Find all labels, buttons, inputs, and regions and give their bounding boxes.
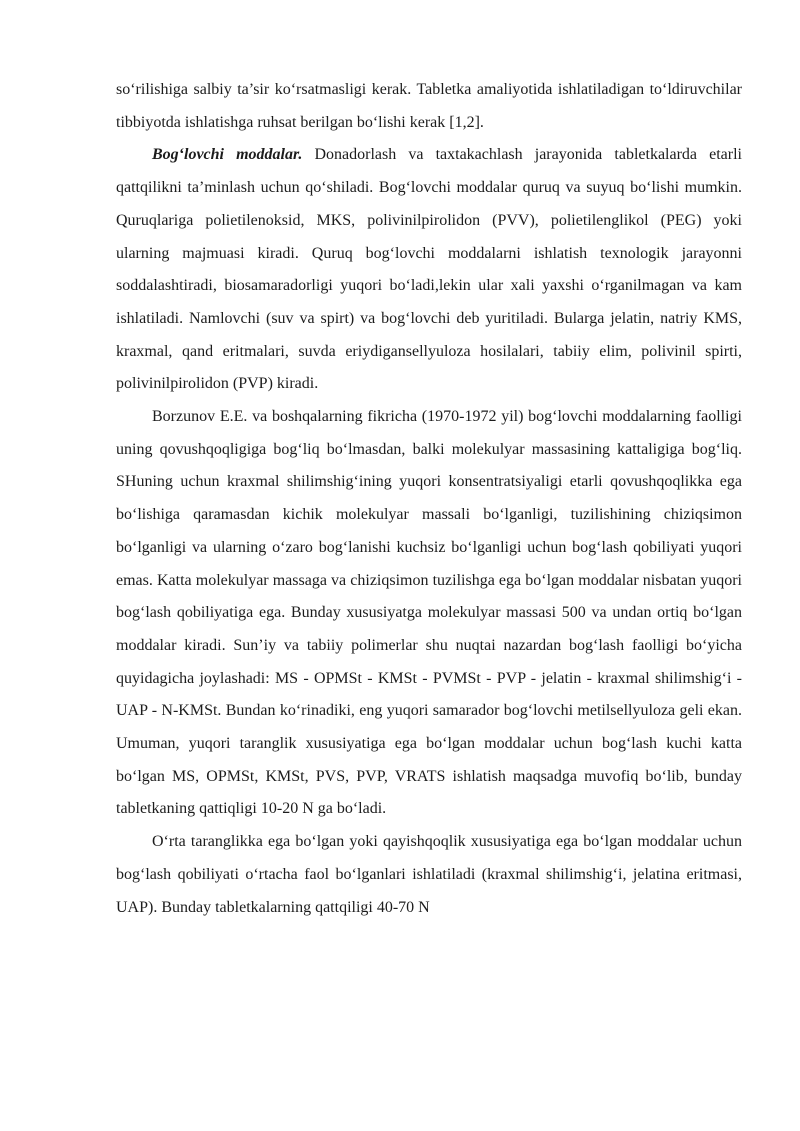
paragraph-borzunov	[116, 401, 742, 826]
paragraph-continuation	[116, 74, 742, 139]
paragraph-text: so‘rilishiga salbiy ta’sir ko‘rsatmasligi kerak. Tabletka amaliyotida ishlatiladigan to‘ldiruvchilar tibbiyotda ishlatishga ruhsat berilgan bo‘lishi kerak [1,2].	[116, 81, 742, 131]
paragraph-lead-heading: Bog‘lovchi moddalar.	[152, 146, 303, 164]
paragraph-text: O‘rta taranglikka ega bo‘lgan yoki qayishqoqlik xususiyatiga ega bo‘lgan moddalar uchun bog‘lash qobiliyati o‘rtacha faol bo‘lganlari ishlatiladi (kraxmal shilimshig‘i, jelatina eritmasi, UAP). Bunday tabletkalarning qattqiligi 40-70 N	[116, 833, 742, 916]
paragraph-text: Donadorlash va taxtakachlash jarayonida tabletkalarda etarli qattqilikni ta’minlash uchun qo‘shiladi. Bog‘lovchi moddalar quruq va suyuq bo‘lishi mumkin. Quruqlariga polietilenoksid, MKS, polivinilpirolidon (PVV), polietilenglikol (PEG) yoki ularning majmuasi kiradi. Quruq bog‘lovchi moddalarni ishlatish texnologik jarayonni soddalashtiradi, biosamaradorligi yuqori bo‘ladi,lekin ular xali yaxshi o‘rganilmagan va kam ishlatiladi. Namlovchi (suv va spirt) va bog‘lovchi deb yuritiladi. Bularga jelatin, natriy KMS, kraxmal, qand eritmalari, suvda eriydigansellyuloza hosilalari, tabiiy elim, polivinil spirti, polivinilpirolidon (PVP) kiradi.	[116, 146, 743, 393]
paragraph-binders	[116, 139, 742, 401]
paragraph-text: Borzunov E.E. va boshqalarning fikricha (1970-1972 yil) bog‘lovchi moddalarning faolligi uning qovushqoqligiga bog‘liq bo‘lmasdan, balki molekulyar massasining kattaligiga bog‘liq. SHuning uchun kraxmal shilimshig‘ining yuqori konsentratsiyaligi etarli qovushqoqlikka ega bo‘lishiga qaramasdan kichik molekulyar massali bo‘lganligi, tuzilishining chiziqsimon bo‘lganligi va ularning o‘zaro bog‘lanishi kuchsiz bo‘lganligi uchun bog‘lash qobiliyati yuqori emas. Katta molekulyar massaga va chiziqsimon tuzilishga ega bo‘lgan moddalar nisbatan yuqori bog‘lash qobiliyatiga ega. Bunday xususiyatga molekulyar massasi 500 va undan ortiq bo‘lgan moddalar kiradi. Sun’iy va tabiiy polimerlar shu nuqtai nazardan bog‘lash faolligi bo‘yicha quyidagicha joylashadi: MS - OPMSt - KMSt - PVMSt - PVP - jelatin - kraxmal shilimshig‘i - UAP - N-KMSt. Bundan ko‘rinadiki, eng yuqori samarador bog‘lovchi metilsellyuloza geli ekan. Umuman, yuqori taranglik xususiyatiga ega bo‘lgan moddalar uchun bog‘lash kuchi katta bo‘lgan MS, OPMSt, KMSt, PVS, PVP, VRATS ishlatish maqsadga muvofiq bo‘lib, bunday tabletkaning qattiqligi 10-20 N ga bo‘ladi.	[116, 408, 742, 818]
paragraph-medium-elasticity	[116, 826, 742, 924]
